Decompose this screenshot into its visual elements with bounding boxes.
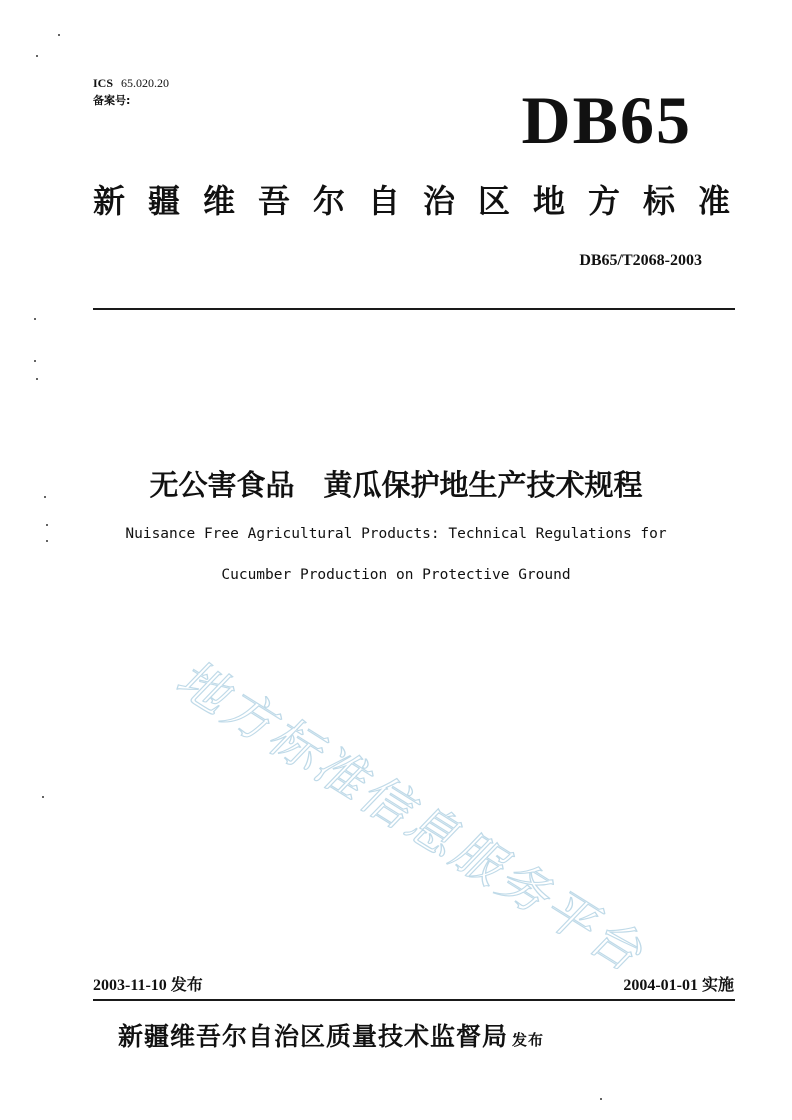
record-number-label: 备案号: — [93, 94, 131, 107]
scan-speck — [44, 496, 46, 498]
footer-divider — [93, 999, 735, 1001]
ics-code: 65.020.20 — [121, 76, 170, 90]
standard-type-heading: 新疆维吾尔自治区地方标准 — [93, 182, 754, 220]
scan-speck — [34, 360, 36, 362]
scan-speck — [36, 55, 38, 57]
scan-speck — [600, 1098, 602, 1100]
header-divider — [93, 308, 735, 310]
scan-speck — [36, 378, 38, 380]
issue-date: 2003-11-10 发布 — [93, 977, 203, 994]
scan-speck — [58, 34, 60, 36]
db-logo: DB65 — [521, 82, 692, 158]
standard-number: DB65/T2068-2003 — [579, 252, 702, 269]
scan-speck — [34, 318, 36, 320]
scan-speck — [46, 540, 48, 542]
document-title-chinese: 无公害食品 黄瓜保护地生产技术规程 — [149, 468, 643, 502]
scan-speck — [46, 524, 48, 526]
watermark: 地方标准信息服务平台 — [164, 654, 664, 984]
ics-classification — [93, 76, 169, 90]
document-title-english-line2: Cucumber Production on Protective Ground — [221, 567, 571, 583]
issuer-name: 新疆维吾尔自治区质量技术监督局 — [118, 1022, 509, 1051]
ics-label: ICS — [93, 76, 114, 90]
implementation-date: 2004-01-01 实施 — [623, 977, 734, 994]
document-title-english-line1: Nuisance Free Agricultural Products: Technical Regulations for — [125, 526, 667, 542]
scan-speck — [42, 796, 44, 798]
issuer-suffix: 发布 — [512, 1031, 545, 1049]
issuing-authority — [118, 1020, 544, 1057]
